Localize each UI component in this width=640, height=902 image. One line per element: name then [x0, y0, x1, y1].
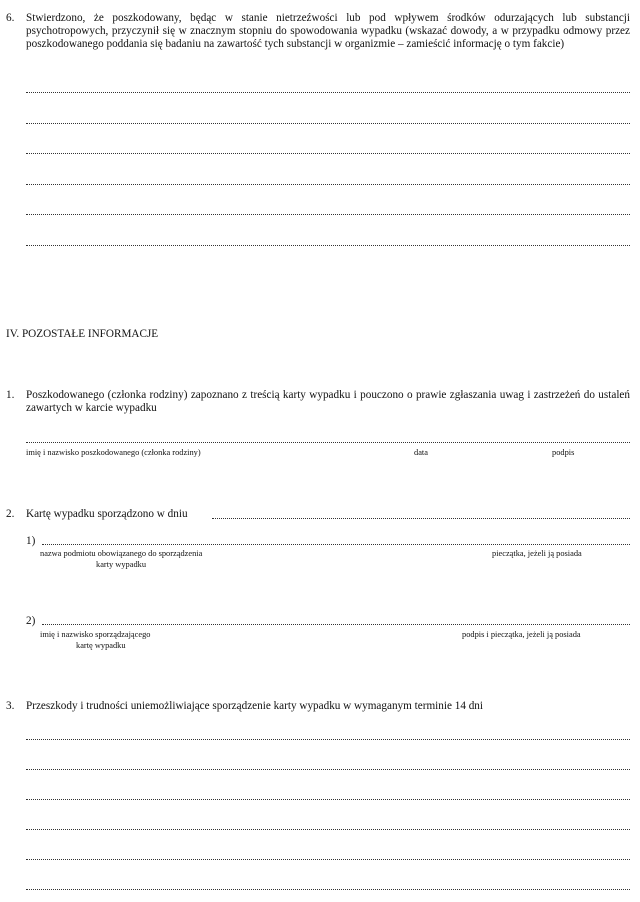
answer-line[interactable]	[26, 92, 630, 93]
answer-line[interactable]	[26, 769, 630, 770]
sub-1-number: 1)	[26, 535, 36, 547]
preparer-name-line[interactable]	[42, 624, 630, 625]
label-entity-name: nazwa podmiotu obowiązanego do sporządzenia	[40, 549, 203, 558]
section-iv-heading: IV. POZOSTAŁE INFORMACJE	[6, 328, 159, 340]
label-signature: podpis	[552, 448, 575, 457]
section-6-text: Stwierdzono, że poszkodowany, będąc w stanie nietrzeźwości lub pod wpływem środków odurzających lub substancji psychotropowych, przyczynił się w znacznym stopniu do spowodowania wypadku (wskazać dowody, a w przypadku odmowy przez poszkodowanego poddania się badaniu na zawartość tych substancji w organizmie – zamieścić informację o tym fakcie)	[26, 12, 630, 51]
answer-line[interactable]	[26, 799, 630, 800]
answer-line[interactable]	[26, 889, 630, 890]
sub-2-number: 2)	[26, 615, 36, 627]
item-3-number: 3.	[6, 700, 15, 712]
item-2-text: Kartę wypadku sporządzono w dniu	[26, 508, 188, 520]
entity-name-line[interactable]	[42, 544, 630, 545]
label-preparer-name: imię i nazwisko sporządzającego	[40, 630, 151, 639]
answer-line[interactable]	[26, 153, 630, 154]
label-entity-name-cont: karty wypadku	[96, 560, 147, 569]
signature-line[interactable]	[26, 442, 630, 443]
label-victim-name: imię i nazwisko poszkodowanego (członka rodziny)	[26, 448, 201, 457]
label-preparer-name-cont: kartę wypadku	[76, 641, 126, 650]
answer-line[interactable]	[26, 214, 630, 215]
answer-line[interactable]	[26, 184, 630, 185]
label-stamp: pieczątka, jeżeli ją posiada	[492, 549, 582, 558]
date-field-line[interactable]	[212, 518, 630, 519]
label-date: data	[414, 448, 428, 457]
answer-line[interactable]	[26, 245, 630, 246]
label-signature-stamp: podpis i pieczątka, jeżeli ją posiada	[462, 630, 581, 639]
answer-line[interactable]	[26, 829, 630, 830]
answer-line[interactable]	[26, 739, 630, 740]
item-1-text: Poszkodowanego (członka rodziny) zapoznano z treścią karty wypadku i pouczono o prawie zgłaszania uwag i zastrzeżeń do ustaleń zawartych w karcie wypadku	[26, 389, 630, 415]
item-2-number: 2.	[6, 508, 15, 520]
answer-line[interactable]	[26, 123, 630, 124]
section-6-number: 6.	[6, 12, 15, 24]
item-1-number: 1.	[6, 389, 15, 401]
item-3-text: Przeszkody i trudności uniemożliwiające sporządzenie karty wypadku w wymaganym terminie 14 dni	[26, 700, 483, 712]
answer-line[interactable]	[26, 859, 630, 860]
